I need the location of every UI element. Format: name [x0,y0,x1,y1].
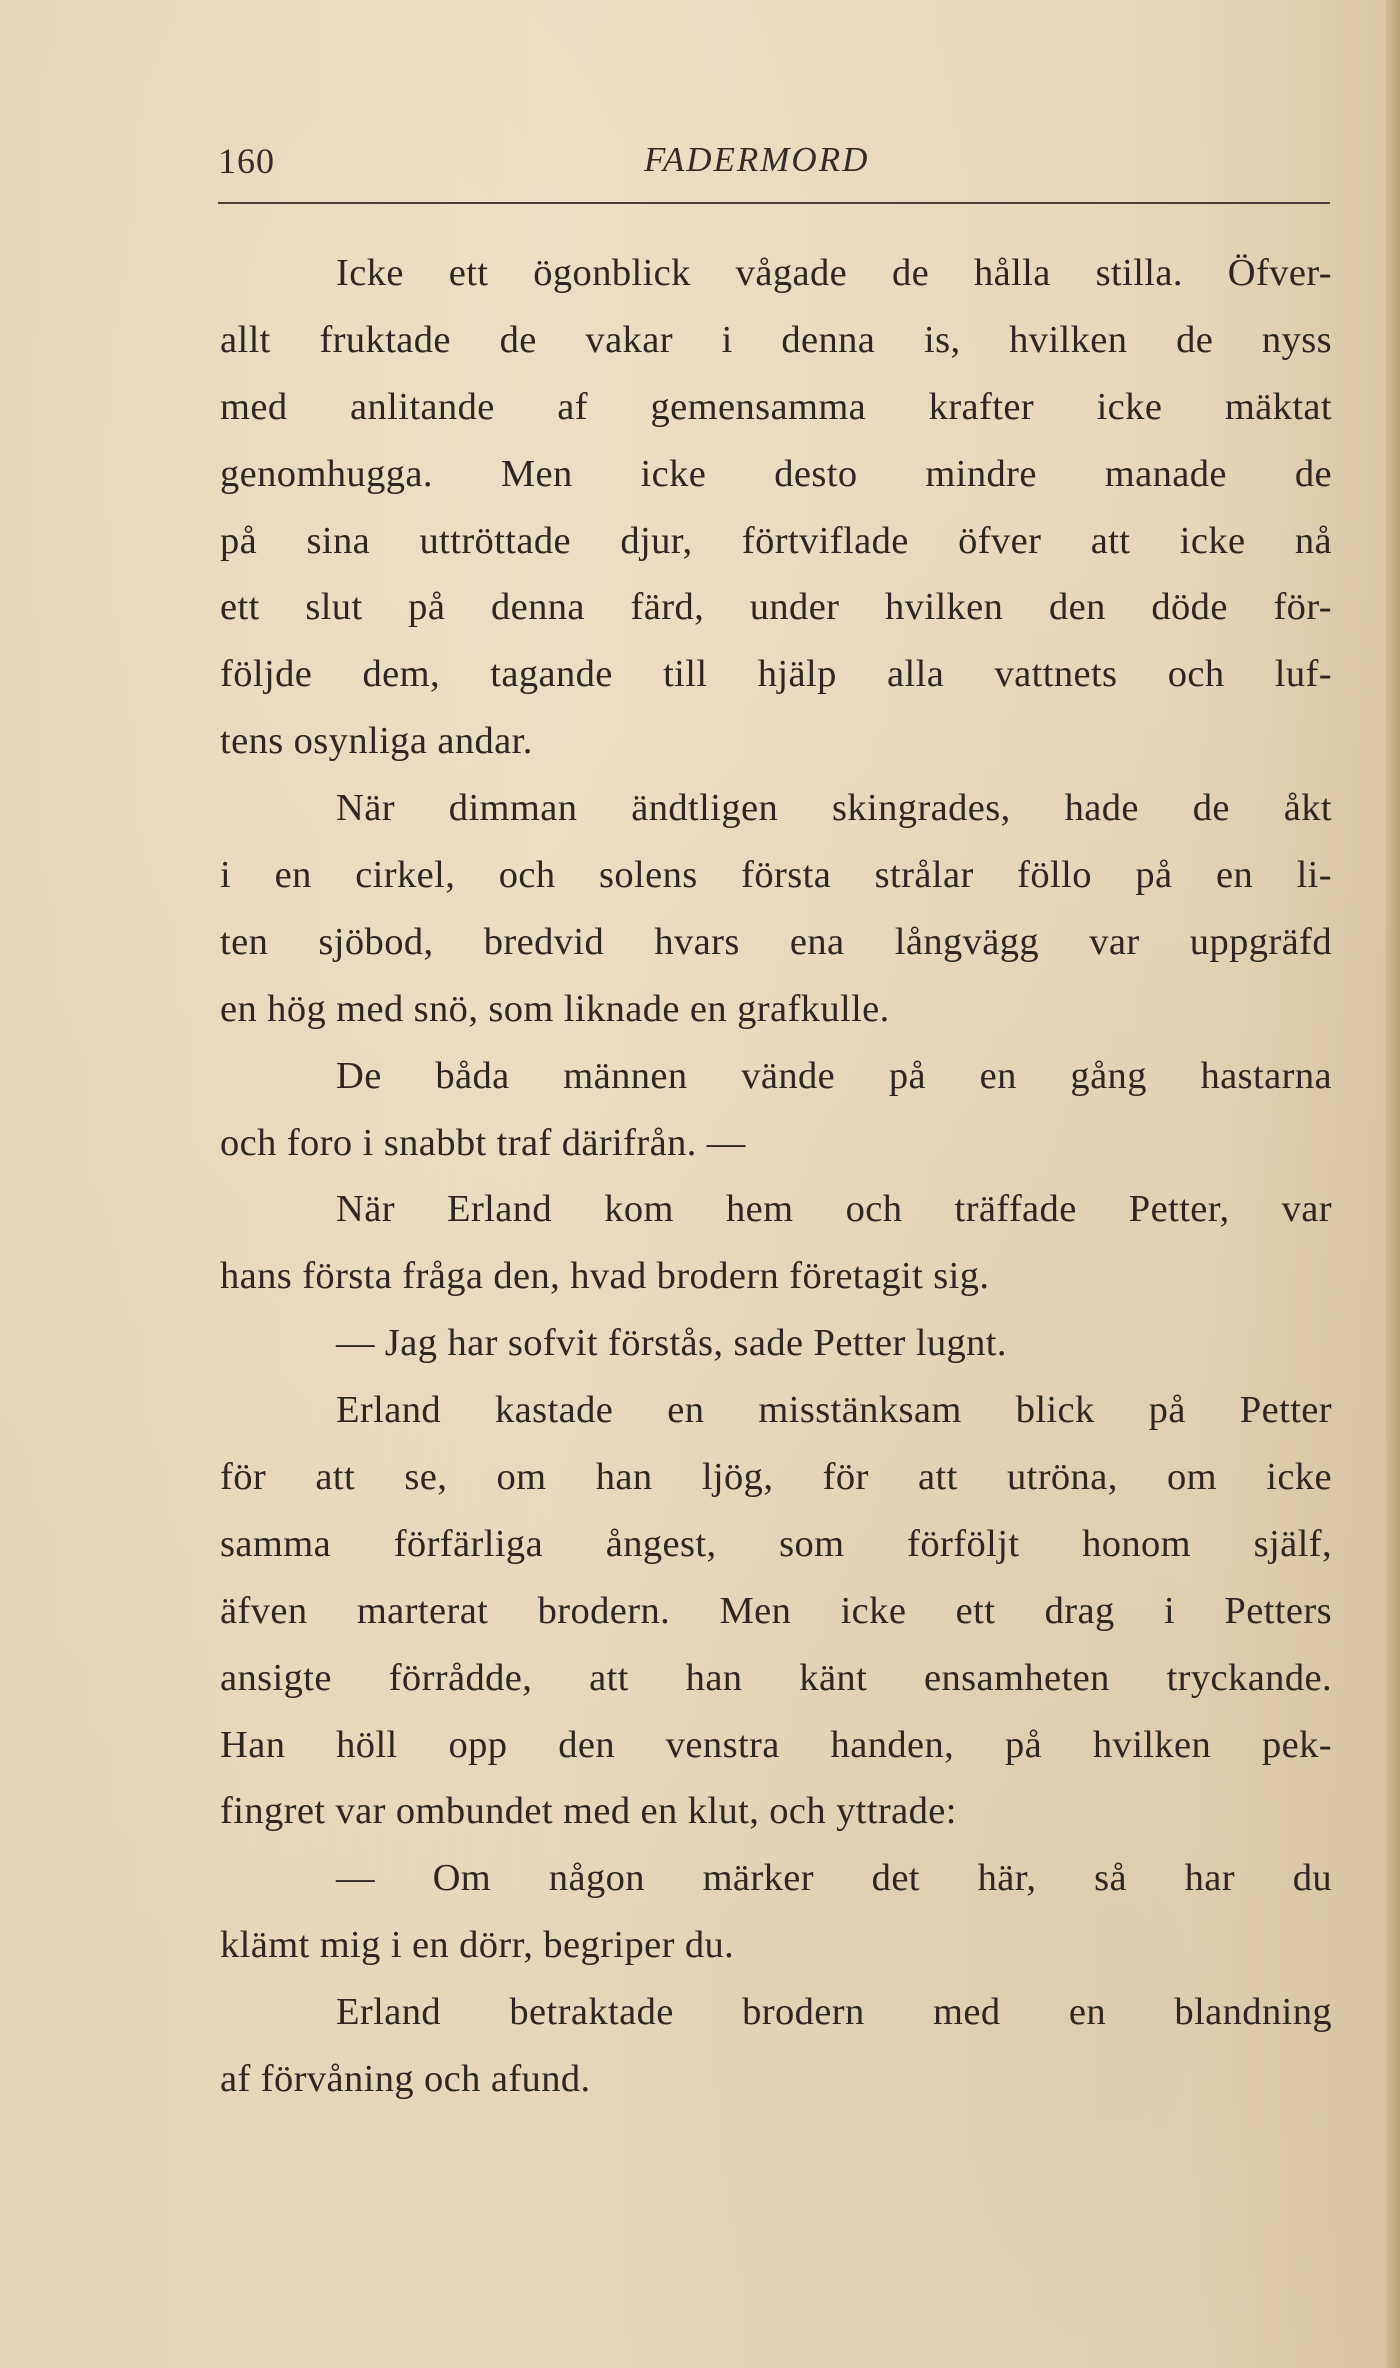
running-title: FADERMORD [644,140,870,179]
page-edge [1386,0,1400,2368]
text-line: samma förfärliga ångest, som förföljt honom själf, [220,1522,1332,1565]
text-line: klämt mig i en dörr, begriper du. [220,1924,735,1967]
text-line: för att se, om han ljög, för att utröna, om icke [220,1456,1332,1499]
text-line: på sina uttröttade djur, förtviflade öfver att icke nå [220,519,1332,562]
text-line: genomhugga. Men icke desto mindre manade de [220,452,1332,495]
text-line: Erland betraktade brodern med en blandning [336,1991,1332,2034]
text-line: af förvåning och afund. [220,2058,591,2101]
text-line: Icke ett ögonblick vågade de hålla stilla. Öfver- [336,252,1332,294]
page-number: 160 [218,141,275,181]
text-line: När Erland kom hem och träffade Petter, var [336,1188,1332,1231]
text-line: tens osynliga andar. [220,720,533,763]
text-line: allt fruktade de vakar i denna is, hvilken de nyss [220,318,1332,361]
body-text [220,240,1332,2113]
text-line: med anlitande af gemensamma krafter icke mäktat [220,385,1332,428]
text-line: följde dem, tagande till hjälp alla vattnets och luf- [220,653,1332,696]
text-line: De båda männen vände på en gång hastarna [336,1054,1332,1097]
text-line: hans första fråga den, hvad brodern företagit sig. [220,1255,990,1298]
text-line: Han höll opp den venstra handen, på hvilken pek- [220,1723,1332,1766]
text-line: Erland kastade en misstänksam blick på Petter [336,1389,1332,1432]
text-line: äfven marterat brodern. Men icke ett drag i Petters [220,1589,1332,1632]
text-line: ansigte förrådde, att han känt ensamheten tryckande. [220,1656,1332,1699]
text-line: och foro i snabbt traf därifrån. — [220,1121,746,1164]
text-line: När dimman ändtligen skingrades, hade de åkt [336,787,1332,830]
text-line: fingret var ombundet med en klut, och yttrade: [220,1790,957,1833]
text-line: i en cirkel, och solens första strålar föllo på en li- [220,854,1332,897]
text-line: — Jag har sofvit förstås, sade Petter lugnt. [336,1322,1007,1365]
text-line: ten sjöbod, bredvid hvars ena långvägg var uppgräfd [220,920,1332,963]
text-line: en hög med snö, som liknade en grafkulle. [220,987,890,1030]
text-line: — Om någon märker det här, så har du [336,1857,1332,1900]
header-rule [218,202,1330,204]
text-line: ett slut på denna färd, under hvilken den döde för- [220,586,1332,629]
page-header [218,140,1330,190]
